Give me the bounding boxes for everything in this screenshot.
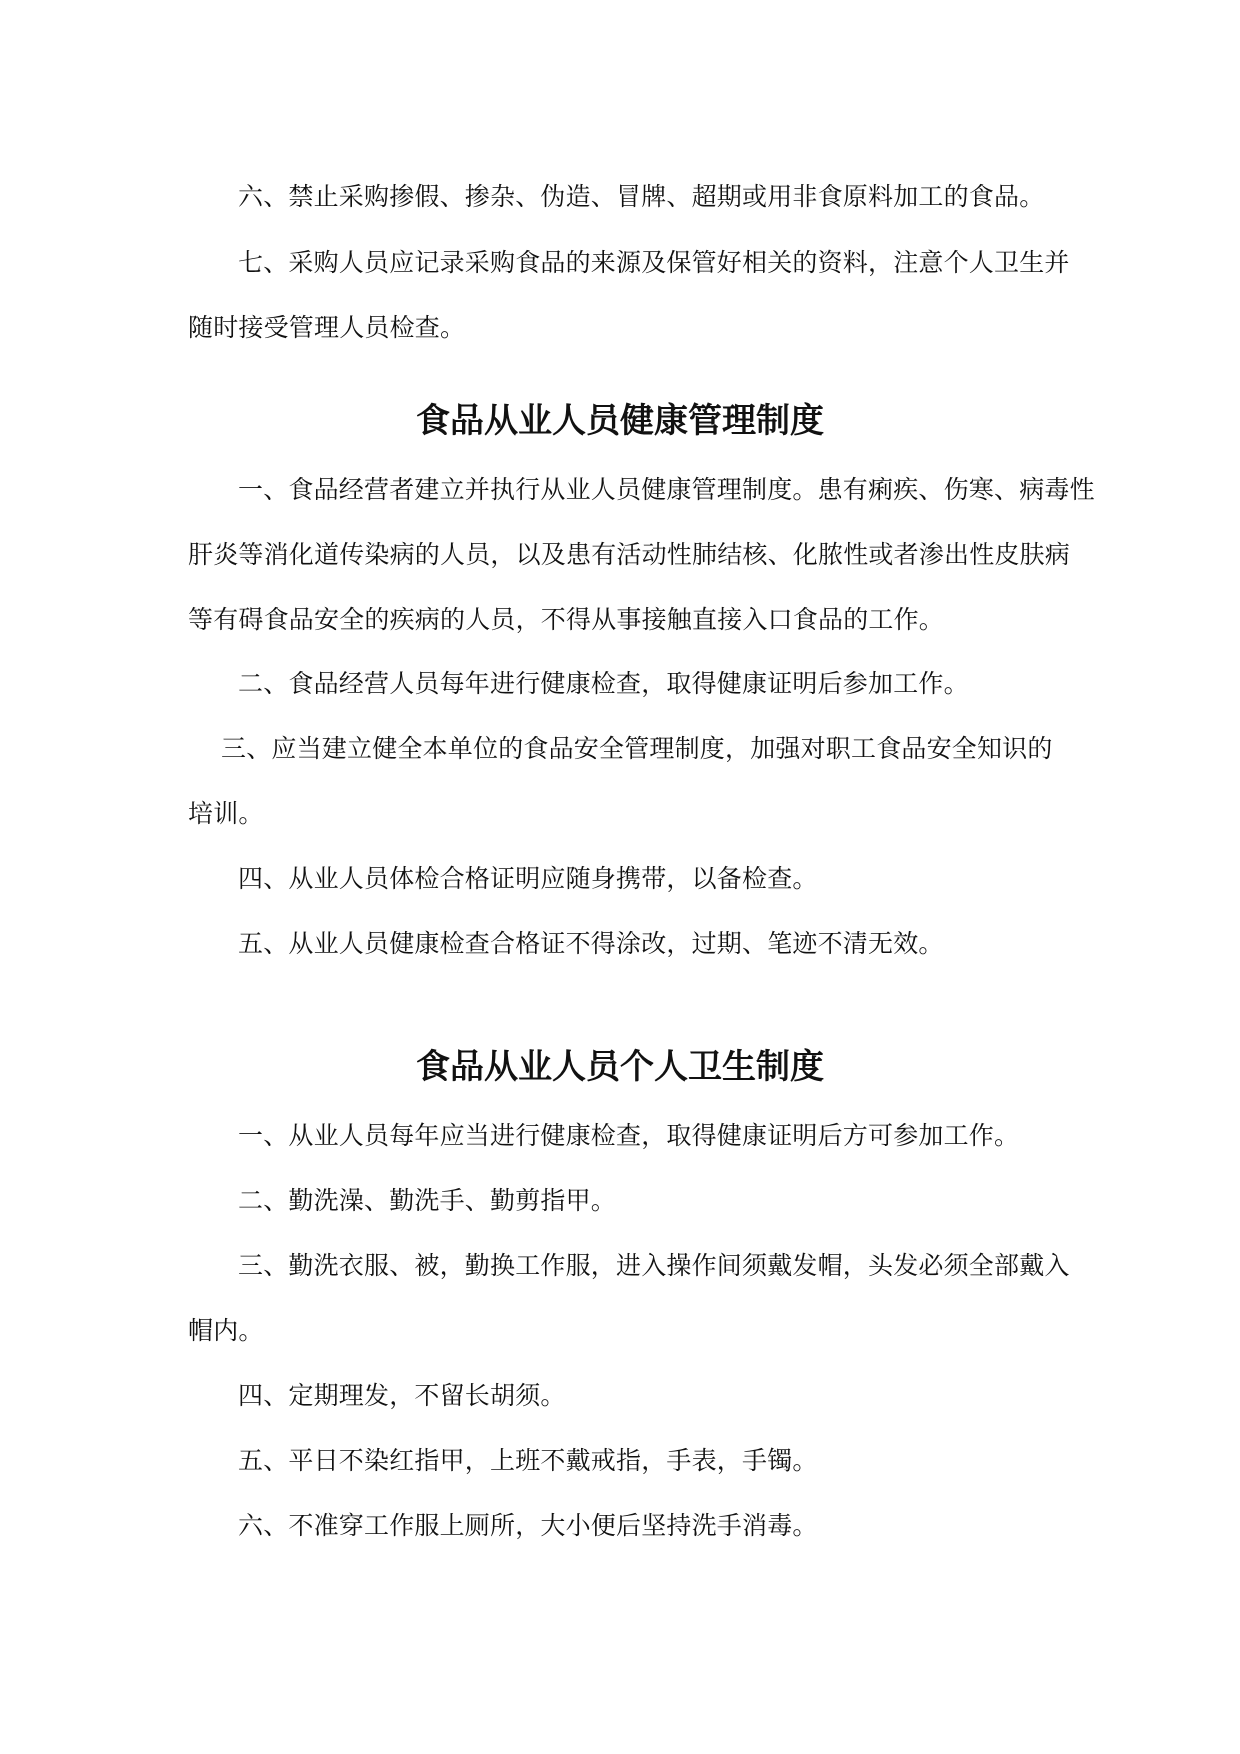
paragraph-line: 二、食品经营人员每年进行健康检查，取得健康证明后参加工作。 xyxy=(238,669,969,698)
paragraph-line: 五、从业人员健康检查合格证不得涂改，过期、笔迹不清无效。 xyxy=(238,929,944,958)
paragraph-line: 随时接受管理人员检查。 xyxy=(188,313,466,342)
section-title: 食品从业人员个人卫生制度 xyxy=(416,1047,824,1087)
paragraph-line: 六、禁止采购掺假、掺杂、伪造、冒牌、超期或用非食原料加工的食品。 xyxy=(238,182,1045,211)
paragraph-line: 六、不准穿工作服上厕所，大小便后坚持洗手消毒。 xyxy=(238,1511,818,1540)
paragraph-line: 肝炎等消化道传染病的人员，以及患有活动性肺结核、化脓性或者渗出性皮肤病 xyxy=(188,540,1071,569)
paragraph-line: 帽内。 xyxy=(188,1316,264,1345)
section-title: 食品从业人员健康管理制度 xyxy=(416,401,824,441)
paragraph-line: 七、采购人员应记录采购食品的来源及保管好相关的资料，注意个人卫生并 xyxy=(238,248,1070,277)
paragraph-line: 二、勤洗澡、勤洗手、勤剪指甲。 xyxy=(238,1186,617,1215)
paragraph-line: 一、食品经营者建立并执行从业人员健康管理制度。患有痢疾、伤寒、病毒性 xyxy=(238,475,1095,504)
paragraph-line: 五、平日不染红指甲，上班不戴戒指，手表，手镯。 xyxy=(238,1446,818,1475)
paragraph-line: 四、定期理发，不留长胡须。 xyxy=(238,1381,566,1410)
paragraph-line: 培训。 xyxy=(188,799,264,828)
paragraph-line: 三、应当建立健全本单位的食品安全管理制度，加强对职工食品安全知识的 xyxy=(221,734,1053,763)
paragraph-line: 等有碍食品安全的疾病的人员，不得从事接触直接入口食品的工作。 xyxy=(188,605,945,634)
paragraph-line: 三、勤洗衣服、被，勤换工作服，进入操作间须戴发帽，头发必须全部戴入 xyxy=(238,1251,1070,1280)
paragraph-line: 一、从业人员每年应当进行健康检查，取得健康证明后方可参加工作。 xyxy=(238,1121,1020,1150)
paragraph-line: 四、从业人员体检合格证明应随身携带，以备检查。 xyxy=(238,864,818,893)
